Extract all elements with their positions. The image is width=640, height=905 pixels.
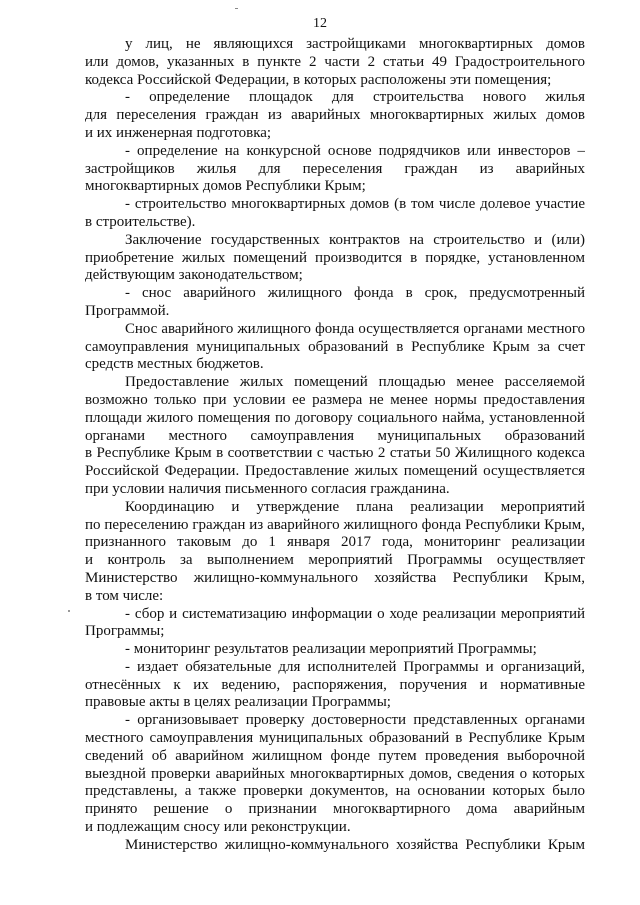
text-line: - строительство многоквартирных домов (в том числе долевое участие xyxy=(125,196,585,213)
text-line: площади жилого помещения по договору социального найма, установленной xyxy=(85,409,585,426)
text-line: кодекса Российской Федерации, в которых расположены эти помещения; xyxy=(85,71,552,88)
text-line: - снос аварийного жилищного фонда в срок, предусмотренный xyxy=(125,285,585,302)
scan-speck xyxy=(235,8,238,9)
text-line: и подлежащим сносу или реконструкции. xyxy=(85,819,351,836)
text-line: и контроль за выполнением мероприятий Программы осуществляет xyxy=(85,552,585,569)
text-line: принято решение о признании многоквартирного дома аварийным xyxy=(85,801,585,818)
text-line: - определение на конкурсной основе подрядчиков или инвесторов – xyxy=(125,142,585,159)
text-line: - определение площадок для строительства нового жилья xyxy=(125,89,585,106)
text-line: застройщиков жилья для переселения граждан из аварийных xyxy=(85,160,585,177)
text-line: - издает обязательные для исполнителей Программы и организаций, xyxy=(125,658,585,675)
page-number: 12 xyxy=(313,16,327,31)
text-line: местного самоуправления муниципальных образований в Республике Крым xyxy=(85,730,585,747)
text-line: Министерство жилищно-коммунального хозяйства Республики Крым xyxy=(125,836,585,853)
text-line: - сбор и систематизацию информации о ходе реализации мероприятий xyxy=(125,605,585,622)
scan-speck xyxy=(68,610,70,612)
text-line: Программой. xyxy=(85,302,170,319)
text-line: самоуправления муниципальных образований в Республике Крым за счет xyxy=(85,338,585,355)
text-line: представлены, а также проверки документов, на основании которых было xyxy=(85,783,585,800)
text-line: - организовывает проверку достоверности представленных органами xyxy=(125,712,585,729)
text-line: по переселению граждан из аварийного жилищного фонда Республики Крым, xyxy=(85,516,585,533)
text-line: или домов, указанных в пункте 2 части 2 статьи 49 Градостроительного xyxy=(85,53,585,70)
text-line: Министерство жилищно-коммунального хозяйства Республики Крым, xyxy=(85,569,585,586)
text-line: для переселения граждан из аварийных многоквартирных жилых домов xyxy=(85,107,585,124)
text-line: Предоставление жилых помещений площадью менее расселяемой xyxy=(125,374,585,391)
text-line: Снос аварийного жилищного фонда осуществляется органами местного xyxy=(125,320,585,337)
text-line: сведений об аварийном жилищном фонде путем проведения выборочной xyxy=(85,747,585,764)
text-line: - мониторинг результатов реализации мероприятий Программы; xyxy=(125,641,537,658)
text-line: в том числе: xyxy=(85,587,164,604)
text-line: и их инженерная подготовка; xyxy=(85,124,272,141)
text-line: у лиц, не являющихся застройщиками многоквартирных домов xyxy=(125,36,585,52)
text-line: средств местных бюджетов. xyxy=(85,356,264,373)
text-line: многоквартирных домов Республики Крым; xyxy=(85,178,366,195)
text-line: Российской Федерации. Предоставление жилых помещений осуществляется xyxy=(85,463,585,480)
text-line: приобретение жилых помещений производится в порядке, установленном xyxy=(85,249,585,266)
text-line: Координацию и утверждение плана реализации мероприятий xyxy=(125,498,585,515)
text-line: Заключение государственных контрактов на строительство и (или) xyxy=(125,231,585,248)
text-line: Программы; xyxy=(85,623,165,640)
text-line: правовые акты в целях реализации Программы; xyxy=(85,694,391,711)
body-text xyxy=(85,36,585,855)
text-line: при условии наличия письменного согласия гражданина. xyxy=(85,480,450,497)
text-line: выездной проверки аварийных многоквартирных домов, сведения о которых xyxy=(85,765,585,782)
text-line: органами местного самоуправления муниципальных образований xyxy=(85,427,585,444)
text-line: признанного таковым до 1 января 2017 года, мониторинг реализации xyxy=(85,534,585,551)
text-line: отнесённых к их ведению, распоряжения, поручения и нормативные xyxy=(85,676,585,693)
text-line: в Республике Крым в соответствии с частью 2 статьи 50 Жилищного кодекса xyxy=(85,445,585,462)
text-line: действующим законодательством; xyxy=(85,267,303,284)
text-line: возможно только при условии ее размера не менее нормы предоставления xyxy=(85,391,585,408)
text-line: в строительстве). xyxy=(85,213,196,230)
